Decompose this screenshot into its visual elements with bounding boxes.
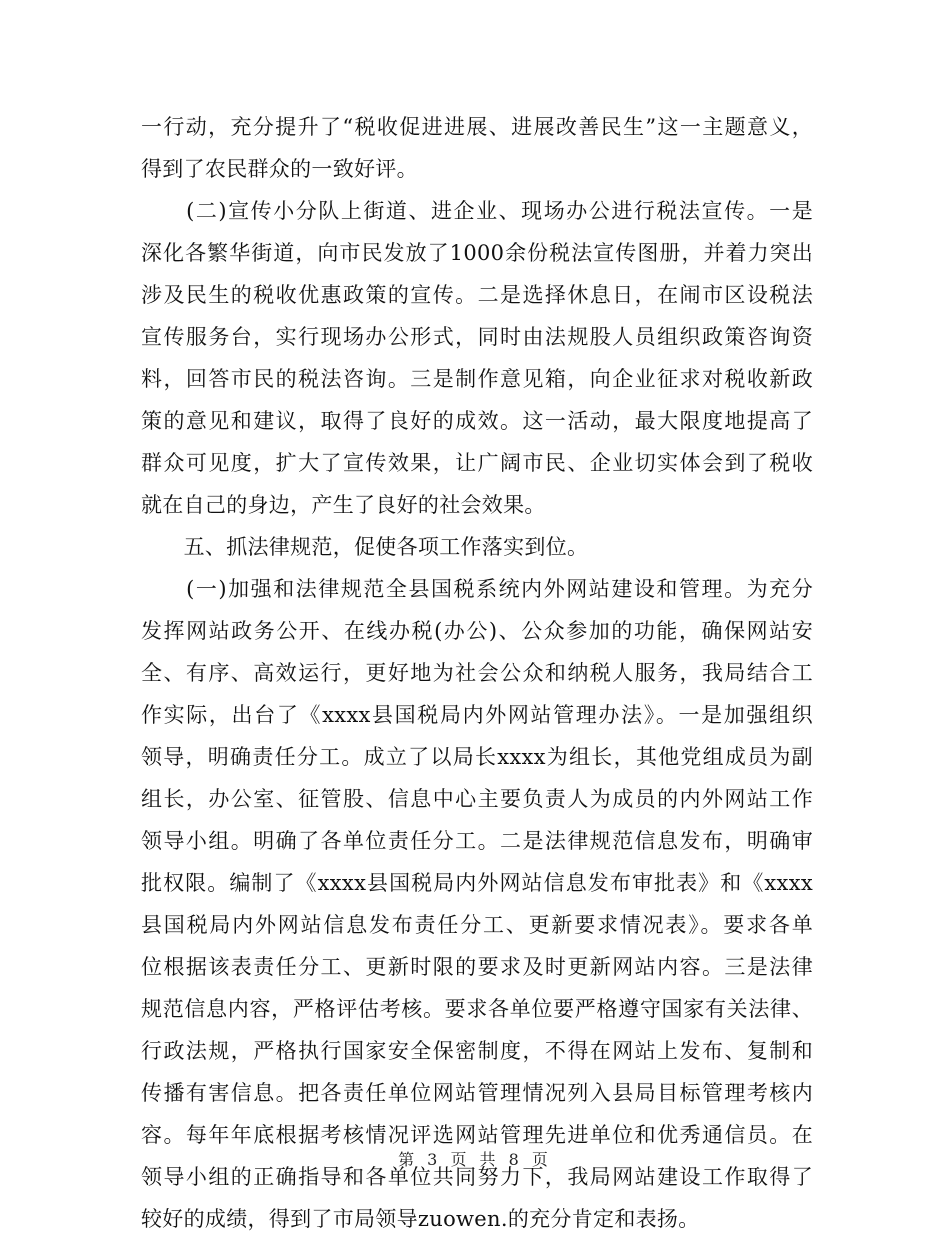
section-heading: 五、抓法律规范，促使各项工作落实到位。 [141,535,589,559]
text-line: 组长，办公室、征管股、信息中心主要负责人为成员的内外网站工作 [141,787,813,811]
text-line: 行政法规，严格执行国家安全保密制度，不得在网站上发布、复制和 [141,1039,813,1063]
text-line: 涉及民生的税收优惠政策的宣传。二是选择休息日，在闹市区设税法 [141,283,813,307]
text-line: (二)宣传小分队上街道、进企业、现场办公进行税法宣传。一是 [141,199,813,223]
text-line: 作实际，出台了《xxxx县国税局内外网站管理办法》。一是加强组织 [141,703,813,727]
text-line: 一行动，充分提升了“税收促进进展、进展改善民生”这一主题意义， [141,115,813,139]
text-line: 全、有序、高效运行，更好地为社会公众和纳税人服务，我局结合工 [141,661,813,685]
text-line: (一)加强和法律规范全县国税系统内外网站建设和管理。为充分 [141,577,813,601]
body-text [141,106,813,1240]
text-line: 规范信息内容，严格评估考核。要求各单位要严格遵守国家有关法律、 [141,997,813,1021]
text-line: 宣传服务台，实行现场办公形式，同时由法规股人员组织政策咨询资 [141,325,813,349]
text-line: 较好的成绩，得到了市局领导zuowen.的充分肯定和表扬。 [141,1207,700,1231]
text-line: 批权限。编制了《xxxx县国税局内外网站信息发布审批表》和《xxxx [141,871,813,895]
text-line: 领导小组的正确指导和各单位共同努力下，我局网站建设工作取得了 [141,1165,813,1189]
text-line: 县国税局内外网站信息发布责任分工、更新要求情况表》。要求各单 [141,913,813,937]
text-line: 群众可见度，扩大了宣传效果，让广阔市民、企业切实体会到了税收 [141,451,813,475]
text-line: 得到了农民群众的一致好评。 [141,157,418,181]
text-line: 领导，明确责任分工。成立了以局长xxxx为组长，其他党组成员为副 [141,745,813,769]
text-line: 深化各繁华街道，向市民发放了1000余份税法宣传图册，并着力突出 [141,241,813,265]
text-line: 就在自己的身边，产生了良好的社会效果。 [141,493,546,517]
text-line: 料，回答市民的税法咨询。三是制作意见箱，向企业征求对税收新政 [141,367,813,391]
text-line: 位根据该表责任分工、更新时限的要求及时更新网站内容。三是法律 [141,955,813,979]
page-number: 第 3 页 共 8 页 [398,1150,552,1169]
text-line: 发挥网站政务公开、在线办税(办公)、公众参加的功能，确保网站安 [141,619,813,643]
text-line: 容。每年年底根据考核情况评选网站管理先进单位和优秀通信员。在 [141,1123,813,1147]
text-line: 策的意见和建议，取得了良好的成效。这一活动，最大限度地提高了 [141,409,813,433]
text-line: 传播有害信息。把各责任单位网站管理情况列入县局目标管理考核内 [141,1081,813,1105]
text-line: 领导小组。明确了各单位责任分工。二是法律规范信息发布，明确审 [141,829,813,853]
